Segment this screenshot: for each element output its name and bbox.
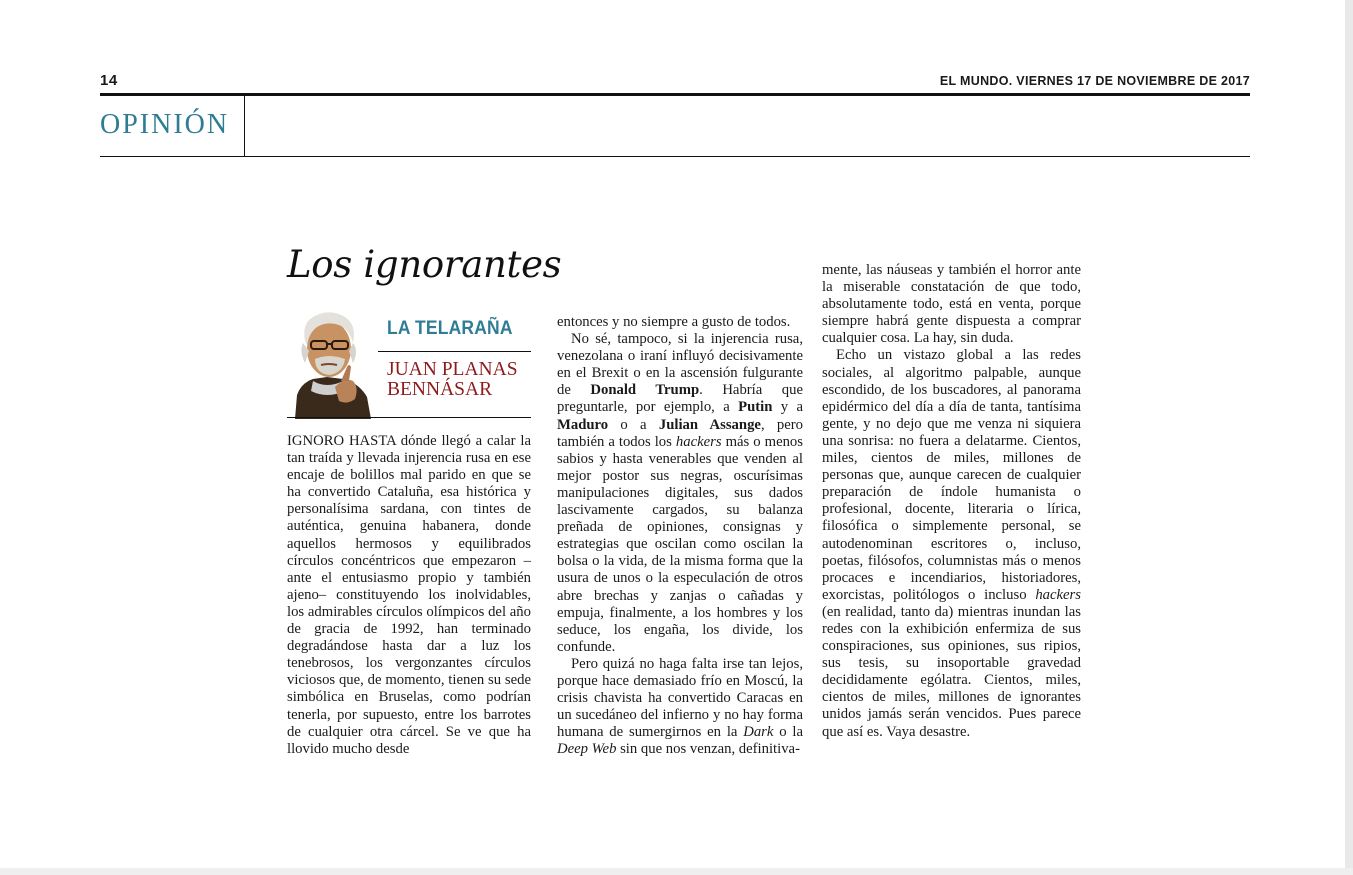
- term-deep-web: Deep Web: [557, 741, 617, 758]
- text-run: o la: [773, 724, 803, 741]
- article-column-2: [557, 314, 803, 758]
- article-headline: Los ignorantes: [287, 243, 562, 286]
- text-run: Pero quizá no haga falta irse tan lejos, porque hace demasiado frío en Moscú, la crisis chavista ha convertido Caracas en un sucedáneo del infierno y no hay forma humana de sumergirnos en la: [557, 655, 803, 741]
- paragraph-1: [287, 433, 531, 758]
- column-title: LA TELARAÑA: [387, 318, 513, 339]
- header-rule: [100, 93, 1250, 96]
- text-run: o a: [608, 416, 659, 433]
- text-run: No sé, tampoco, si la injerencia rusa, venezolana o iraní influyó decisivamente en el Brexit o en la ascensión fulgurante de: [557, 331, 803, 399]
- section-title: OPINIÓN: [100, 109, 230, 140]
- text-run: y a: [772, 399, 803, 416]
- byline-bottom-rule: [287, 417, 531, 418]
- paragraph-2: [557, 331, 803, 656]
- article-column-1: [287, 433, 531, 758]
- author-portrait: [287, 307, 377, 419]
- name-maduro: Maduro: [557, 416, 609, 433]
- author-name-line-1: JUAN PLANAS: [387, 359, 518, 380]
- paragraph-4: [822, 347, 1081, 740]
- text-run: (en realidad, tanto da) mientras inundan las redes con la exhibición enfermiza de sus conspiraciones, sus opiniones, sus ripios, sus tesis, su insoportable gravedad decididamente ególatra. Cientos, miles, cientos de miles, millones de ignorantes unidos jamás serán vencidos. Pues parece que así es. Vaya desastre.: [822, 603, 1081, 740]
- text-run: más o menos sabios y hasta venerables que venden al mejor postor sus negras, oscurísimas manipulaciones digitales, sus dados lascivamente cargados, su balanza preñada de opiniones, consignas y estrategias que oscilan como oscilan la bolsa o la vida, de la misma forma que la usura de unos o la especulación de otros abre brechas y zanjas o cañadas y empuja, finalmente, a los hombres y los seduce, los engaña, los divide, los confunde.: [557, 433, 803, 655]
- paragraph-3-continued: mente, las náuseas y también el horror ante la miserable constatación de que todo, absolutamente todo, está en venta, porque siempre habrá gente dispuesta a comprar cualquier cosa. La hay, sin duda.: [822, 262, 1081, 347]
- text-run: Echo un vistazo global a las redes sociales, al algoritmo palpable, aunque escondido, de los buscadores, al panorama epidérmico del día a día de tanta, tantísima gente, y no dejo que me venza ni siquiera una sonrisa: no fuera a delatarme. Cientos, miles, cientos de miles, millones de personas que, aunque carecen de cualquier preparación de índole humanista o profesional, docente, literaria o lírica, filosófica o simplemente personal, se autodenominan escritores o, incluso, poetas, filósofos, columnistas más o menos procaces e incendiarios, historiadores, exorcistas, politólogos o incluso: [822, 347, 1081, 603]
- term-hackers: hackers: [675, 433, 722, 450]
- author-portrait-illustration: [287, 307, 377, 419]
- dateline: EL MUNDO. VIERNES 17 DE NOVIEMBRE DE 2017: [939, 74, 1250, 88]
- page-edge-bottom: [0, 868, 1353, 875]
- name-donald-trump: Donald Trump: [590, 382, 700, 399]
- lead-in: IGNORO HASTA: [287, 433, 396, 449]
- page-edge-right: [1345, 0, 1353, 875]
- section-divider: [244, 96, 245, 157]
- section-rule: [100, 156, 1250, 157]
- text-run: , pero también a todos los: [557, 416, 803, 450]
- author-name: [387, 360, 518, 400]
- text-run: sin que nos venzan, definitiva-: [616, 741, 800, 758]
- paragraph-1-continued: entonces y no siempre a gusto de todos.: [557, 314, 791, 330]
- article-column-3: [822, 262, 1081, 741]
- term-hackers: hackers: [1035, 586, 1081, 603]
- name-putin: Putin: [738, 399, 773, 416]
- paragraph-text: dónde llegó a calar la tan traída y llevada injerencia rusa en ese encaje de bolillos mal parido en que se ha convertido Cataluña, esa histórica y personalísima sardana, con tintes de auténtica, genuina habanera, donde aquellos hermosos y equilibrados círculos concéntricos que empezaron –ante el entusiasmo propio y también ajeno– constituyendo los inolvidables, los admirables círculos olímpicos del año de gracia de 1992, han terminado degradándose hasta dar a luz los tenebrosos, los vergonzantes círculos viciosos que, de momento, tienen su sede simbólica en Bruselas, como podrían tenerla, por supuesto, entre los barrotes de cualquier otra cárcel. Se ve que ha llovido mucho desde: [287, 433, 531, 757]
- page-number: 14: [100, 72, 118, 89]
- paragraph-3: [557, 656, 803, 759]
- text-run: . Habría que preguntarle, por ejemplo, a: [557, 382, 803, 416]
- byline-rule: [378, 351, 531, 352]
- author-name-line-2: BENNÁSAR: [387, 379, 493, 400]
- name-julian-assange: Julian Assange: [658, 416, 761, 433]
- term-dark: Dark: [743, 724, 774, 741]
